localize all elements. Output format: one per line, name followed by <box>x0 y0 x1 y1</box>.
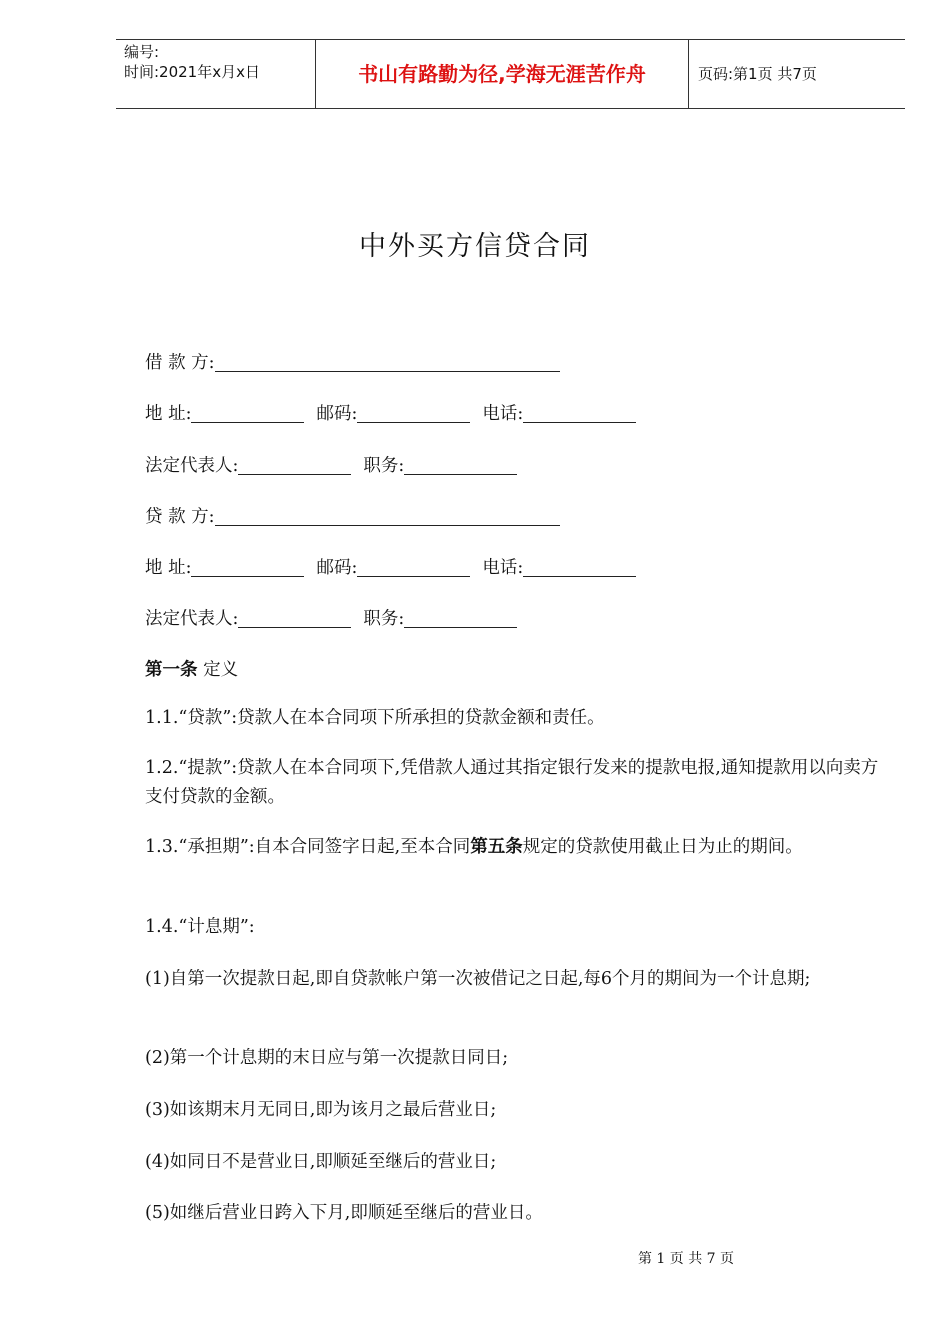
borrower-blank[interactable] <box>215 353 560 372</box>
clause-1-3-reference: 第五条 <box>470 837 523 857</box>
postcode-blank[interactable] <box>357 558 470 577</box>
postcode-label: 邮码: <box>316 404 358 424</box>
clause-1-4-item-4: (4)如同日不是营业日,即顺延至继后的营业日; <box>145 1152 497 1172</box>
phone-blank[interactable] <box>523 404 636 423</box>
clause-1-3-text-a: 1.3.“承担期”:自本合同签字日起,至本合同 <box>145 837 471 857</box>
lender-label: 贷 款 方: <box>145 507 215 527</box>
header-meta <box>124 42 314 82</box>
address-blank[interactable] <box>191 404 304 423</box>
lender-blank[interactable] <box>215 507 560 526</box>
header-divider <box>688 40 689 108</box>
header-page-info: 页码:第1页 共7页 <box>698 65 817 83</box>
article-heading <box>145 656 238 681</box>
phone-label: 电话: <box>482 404 524 424</box>
lender-rep-line <box>145 605 529 630</box>
header-motto: 书山有路勤为径,学海无涯苦作舟 <box>358 62 646 86</box>
document-header <box>116 39 905 109</box>
document-title: 中外买方信贷合同 <box>359 231 591 262</box>
page-footer: 第 1 页 共 7 页 <box>637 1251 735 1267</box>
position-label: 职务: <box>363 609 405 629</box>
clause-1-4-item-3: (3)如该期末月无同日,即为该月之最后营业日; <box>145 1100 497 1120</box>
borrower-line <box>145 349 572 374</box>
legal-rep-label: 法定代表人: <box>145 609 239 629</box>
postcode-label: 邮码: <box>316 558 358 578</box>
clause-1-4-item-2: (2)第一个计息期的末日应与第一次提款日同日; <box>145 1048 509 1068</box>
address-label: 地 址: <box>145 404 192 424</box>
position-blank[interactable] <box>404 609 517 628</box>
clause-1-3 <box>145 833 880 862</box>
lender-address-line <box>145 554 648 579</box>
phone-label: 电话: <box>482 558 524 578</box>
position-label: 职务: <box>363 456 405 476</box>
address-blank[interactable] <box>191 558 304 577</box>
serial-label: 编号: <box>124 43 160 61</box>
clause-1-4-item-5: (5)如继后营业日跨入下月,即顺延至继后的营业日。 <box>145 1203 543 1223</box>
clause-1-3-text-b: 规定的贷款使用截止日为止的期间。 <box>522 837 803 857</box>
clause-1-2: 1.2.“提款”:贷款人在本合同项下,凭借款人通过其指定银行发来的提款电报,通知提款用以向卖方支付贷款的金额。 <box>145 758 879 807</box>
lender-line <box>145 503 572 528</box>
borrower-label: 借 款 方: <box>145 353 215 373</box>
article-title: 定义 <box>197 660 239 680</box>
clause-1-4: 1.4.“计息期”: <box>145 917 255 937</box>
phone-blank[interactable] <box>523 558 636 577</box>
position-blank[interactable] <box>404 456 517 475</box>
legal-rep-blank[interactable] <box>238 609 351 628</box>
article-number: 第一条 <box>145 660 198 680</box>
address-label: 地 址: <box>145 558 192 578</box>
borrower-rep-line <box>145 452 529 477</box>
postcode-blank[interactable] <box>357 404 470 423</box>
clause-1-4-item-1: (1)自第一次提款日起,即自贷款帐户第一次被借记之日起,每6个月的期间为一个计息期; <box>145 969 811 989</box>
clause-1-1: 1.1.“贷款”:贷款人在本合同项下所承担的贷款金额和责任。 <box>145 708 605 728</box>
legal-rep-blank[interactable] <box>238 456 351 475</box>
legal-rep-label: 法定代表人: <box>145 456 239 476</box>
borrower-address-line <box>145 400 648 425</box>
time-label: 时间:2021年x月x日 <box>124 63 260 81</box>
